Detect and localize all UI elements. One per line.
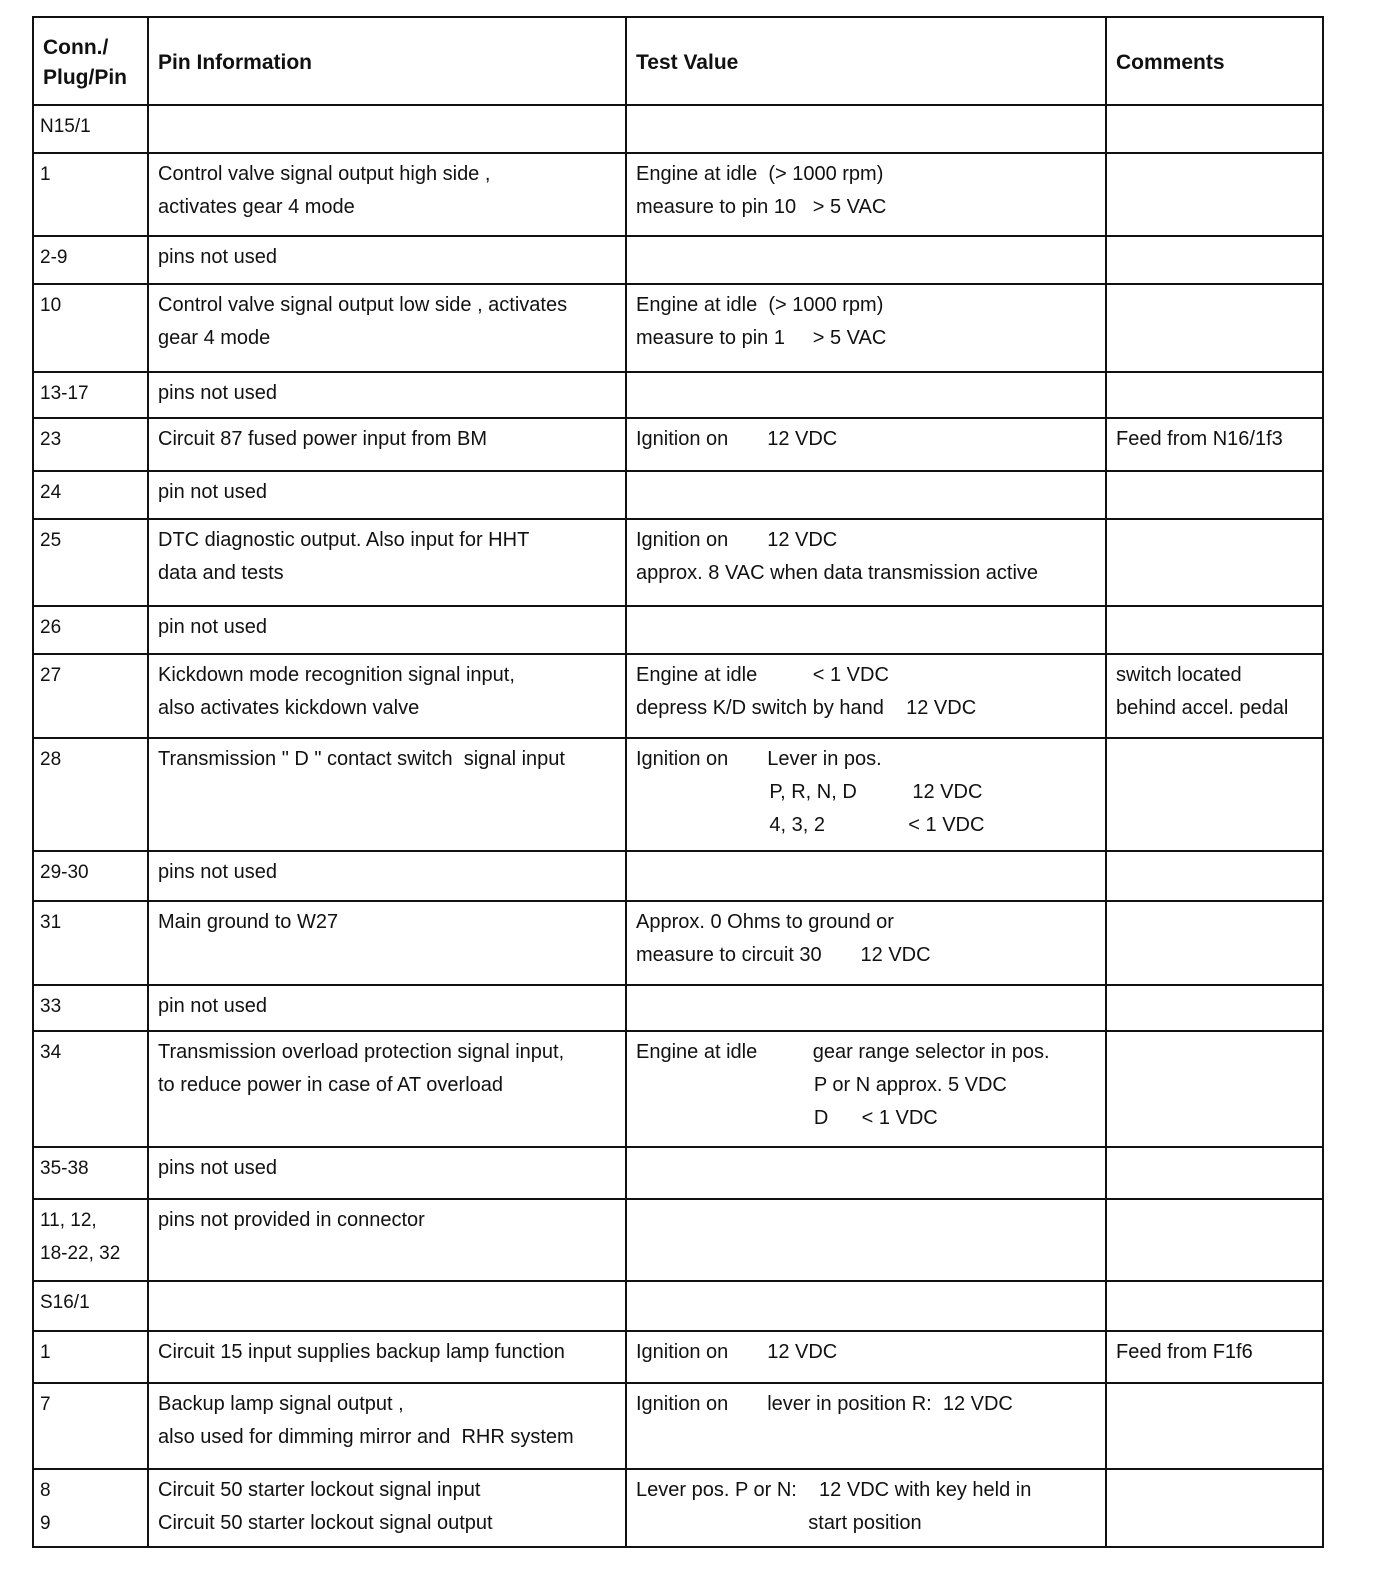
pin-info-cell [148,1383,626,1469]
table-row [33,284,1323,372]
pin-info-cell-line: Control valve signal output low side , activates [158,294,568,316]
pin-info-cell-line: to reduce power in case of AT overload [158,1074,504,1096]
test-value-cell [626,985,1106,1031]
comment-cell-line: switch located [1116,664,1242,686]
comment-cell [1106,1147,1323,1199]
test-value-cell [626,372,1106,418]
pin-cell-line: 33 [40,996,62,1017]
pin-info-cell [148,851,626,901]
header-row [33,17,1323,105]
table-row [33,105,1323,153]
test-value-cell [626,606,1106,654]
pin-cell [33,418,148,471]
test-value-cell [626,236,1106,284]
test-value-cell-line: Ignition on 12 VDC [636,529,838,551]
pin-info-cell-line: Transmission overload protection signal input, [158,1041,565,1063]
table-row [33,851,1323,901]
header-pin-information: Pin Information [148,17,626,105]
test-value-cell [626,1147,1106,1199]
header-conn-plug-pin: Conn./ Plug/Pin [33,17,148,105]
test-value-cell [626,1331,1106,1383]
test-value-cell-line: depress K/D switch by hand 12 VDC [636,697,977,719]
pin-cell-line: 11, 12, [40,1210,97,1231]
pin-cell [33,1281,148,1331]
table-row [33,236,1323,284]
comment-cell [1106,153,1323,236]
pin-cell-line: N15/1 [40,116,91,137]
table-row [33,1147,1323,1199]
pin-cell-line: 27 [40,665,62,686]
pin-info-cell-line: pins not provided in connector [158,1209,425,1231]
pin-cell-line: 29-30 [40,862,89,883]
table-row [33,1031,1323,1147]
table-row [33,372,1323,418]
pin-cell-line: 35-38 [40,1158,89,1179]
test-value-cell-line: Engine at idle < 1 VDC [636,664,889,686]
comment-cell-line: Feed from F1f6 [1116,1341,1253,1363]
pin-info-cell [148,901,626,985]
pin-cell-line: 31 [40,912,62,933]
pin-info-cell-line: pins not used [158,246,277,268]
pin-cell-line: 2-9 [40,247,68,268]
pin-cell-line: 8 [40,1480,51,1501]
pin-cell [33,1331,148,1383]
test-value-cell-line: P, R, N, D 12 VDC [636,781,983,803]
pin-info-cell [148,1031,626,1147]
pin-info-cell-line: pin not used [158,481,267,503]
test-value-cell [626,1199,1106,1281]
pin-info-cell [148,105,626,153]
test-value-cell [626,1383,1106,1469]
table-row [33,1281,1323,1331]
table-row [33,519,1323,606]
pin-cell [33,901,148,985]
comment-cell [1106,471,1323,519]
pin-info-cell [148,519,626,606]
pin-info-cell-line: Control valve signal output high side , [158,163,491,185]
test-value-cell-line: measure to circuit 30 12 VDC [636,944,931,966]
table-row [33,1469,1323,1547]
table-row [33,471,1323,519]
pin-cell [33,738,148,851]
test-value-cell [626,418,1106,471]
test-value-cell-line: Ignition on lever in position R: 12 VDC [636,1393,1013,1415]
pin-cell [33,985,148,1031]
comment-cell [1106,372,1323,418]
test-value-cell-line: Ignition on Lever in pos. [636,748,882,770]
pin-cell-line: 26 [40,617,62,638]
comment-cell [1106,519,1323,606]
pin-info-cell-line: Kickdown mode recognition signal input, [158,664,515,686]
header-test-value: Test Value [626,17,1106,105]
test-value-cell-line: start position [636,1512,922,1534]
pin-info-cell-line: DTC diagnostic output. Also input for HHT [158,529,530,551]
pin-info-cell [148,372,626,418]
pin-cell [33,606,148,654]
table-row [33,654,1323,738]
pin-info-cell-line: data and tests [158,562,284,584]
test-value-cell [626,471,1106,519]
pin-info-cell [148,1331,626,1383]
pin-info-cell-line: Circuit 50 starter lockout signal output [158,1512,493,1534]
comment-cell-line: behind accel. pedal [1116,697,1289,719]
table-row [33,738,1323,851]
test-value-cell-line: Engine at idle (> 1000 rpm) [636,163,884,185]
pin-cell [33,519,148,606]
test-value-cell [626,1469,1106,1547]
pin-cell [33,105,148,153]
pin-cell [33,851,148,901]
test-value-cell-line: Approx. 0 Ohms to ground or [636,911,894,933]
pin-info-cell [148,1469,626,1547]
pin-cell-line: 34 [40,1042,62,1063]
table-row [33,901,1323,985]
pin-info-cell [148,418,626,471]
pin-info-cell [148,153,626,236]
comment-cell [1106,738,1323,851]
test-value-cell [626,1031,1106,1147]
pin-cell-line: 10 [40,295,62,316]
comment-cell [1106,1199,1323,1281]
pin-info-cell [148,1281,626,1331]
comment-cell [1106,1469,1323,1547]
pin-cell [33,153,148,236]
pin-info-cell-line: pins not used [158,1157,277,1179]
pin-info-cell-line: gear 4 mode [158,327,271,349]
test-value-cell [626,654,1106,738]
pin-cell-line: 13-17 [40,383,89,404]
pin-info-cell [148,1147,626,1199]
pin-cell [33,1031,148,1147]
pin-info-cell-line: Main ground to W27 [158,911,339,933]
test-value-cell-line: measure to pin 1 > 5 VAC [636,327,887,349]
pin-cell [33,471,148,519]
pin-cell-line: 25 [40,530,62,551]
pin-info-cell [148,985,626,1031]
pin-info-cell [148,471,626,519]
pin-info-cell-line: pin not used [158,616,267,638]
pin-cell-line: 1 [40,164,51,185]
pin-test-table [32,16,1324,1548]
pin-cell [33,654,148,738]
comment-cell [1106,284,1323,372]
pin-info-cell [148,738,626,851]
test-value-cell [626,738,1106,851]
table-row [33,985,1323,1031]
pin-info-cell-line: Circuit 87 fused power input from BM [158,428,488,450]
pin-cell-line: 1 [40,1342,51,1363]
header-comments: Comments [1106,17,1323,105]
comment-cell-line: Feed from N16/1f3 [1116,428,1283,450]
pin-cell [33,284,148,372]
pin-cell-line: 28 [40,749,62,770]
pin-cell-line: 18-22, 32 [40,1243,121,1264]
test-value-cell [626,901,1106,985]
pin-cell [33,236,148,284]
test-value-cell [626,153,1106,236]
table-row [33,1383,1323,1469]
pin-cell-line: S16/1 [40,1292,90,1313]
test-value-cell-line: Engine at idle gear range selector in pos. [636,1041,1050,1063]
pin-info-cell [148,1199,626,1281]
table-row [33,1331,1323,1383]
test-value-cell [626,519,1106,606]
test-value-cell [626,1281,1106,1331]
comment-cell [1106,418,1323,471]
test-value-cell-line: D < 1 VDC [636,1107,938,1129]
test-value-cell-line: Lever pos. P or N: 12 VDC with key held in [636,1479,1032,1501]
comment-cell [1106,985,1323,1031]
pin-cell [33,1199,148,1281]
pin-cell-line: 23 [40,429,62,450]
pin-cell [33,372,148,418]
comment-cell [1106,654,1323,738]
table-row [33,606,1323,654]
pin-info-cell [148,236,626,284]
pin-info-cell-line: also used for dimming mirror and RHR system [158,1426,574,1448]
table-row [33,418,1323,471]
test-value-cell-line: Ignition on 12 VDC [636,428,838,450]
comment-cell [1106,1281,1323,1331]
pin-info-cell [148,654,626,738]
comment-cell [1106,901,1323,985]
test-value-cell-line: P or N approx. 5 VDC [636,1074,1007,1096]
pin-info-cell-line: Transmission " D " contact switch signal input [158,748,565,770]
pin-info-cell-line: Circuit 50 starter lockout signal input [158,1479,481,1501]
test-value-cell [626,851,1106,901]
pin-info-cell-line: pins not used [158,382,277,404]
table-row [33,1199,1323,1281]
test-value-cell-line: approx. 8 VAC when data transmission active [636,562,1039,584]
pin-info-cell-line: also activates kickdown valve [158,697,420,719]
pin-info-cell [148,284,626,372]
comment-cell [1106,1031,1323,1147]
pin-cell-line: 7 [40,1394,51,1415]
test-value-cell-line: Engine at idle (> 1000 rpm) [636,294,884,316]
test-value-cell [626,284,1106,372]
pin-info-cell-line: pin not used [158,995,267,1017]
pin-info-cell-line: Backup lamp signal output , [158,1393,404,1415]
pin-cell [33,1147,148,1199]
pin-cell [33,1469,148,1547]
comment-cell [1106,236,1323,284]
comment-cell [1106,105,1323,153]
test-value-cell-line: measure to pin 10 > 5 VAC [636,196,887,218]
comment-cell [1106,1331,1323,1383]
test-value-cell-line: Ignition on 12 VDC [636,1341,838,1363]
pin-info-cell [148,606,626,654]
pin-info-cell-line: Circuit 15 input supplies backup lamp function [158,1341,565,1363]
comment-cell [1106,851,1323,901]
test-value-cell-line: 4, 3, 2 < 1 VDC [636,814,985,836]
pin-info-cell-line: activates gear 4 mode [158,196,355,218]
pin-info-cell-line: pins not used [158,861,277,883]
comment-cell [1106,1383,1323,1469]
pin-cell [33,1383,148,1469]
table-row [33,153,1323,236]
test-value-cell [626,105,1106,153]
comment-cell [1106,606,1323,654]
pin-cell-line: 9 [40,1513,51,1534]
pin-cell-line: 24 [40,482,62,503]
